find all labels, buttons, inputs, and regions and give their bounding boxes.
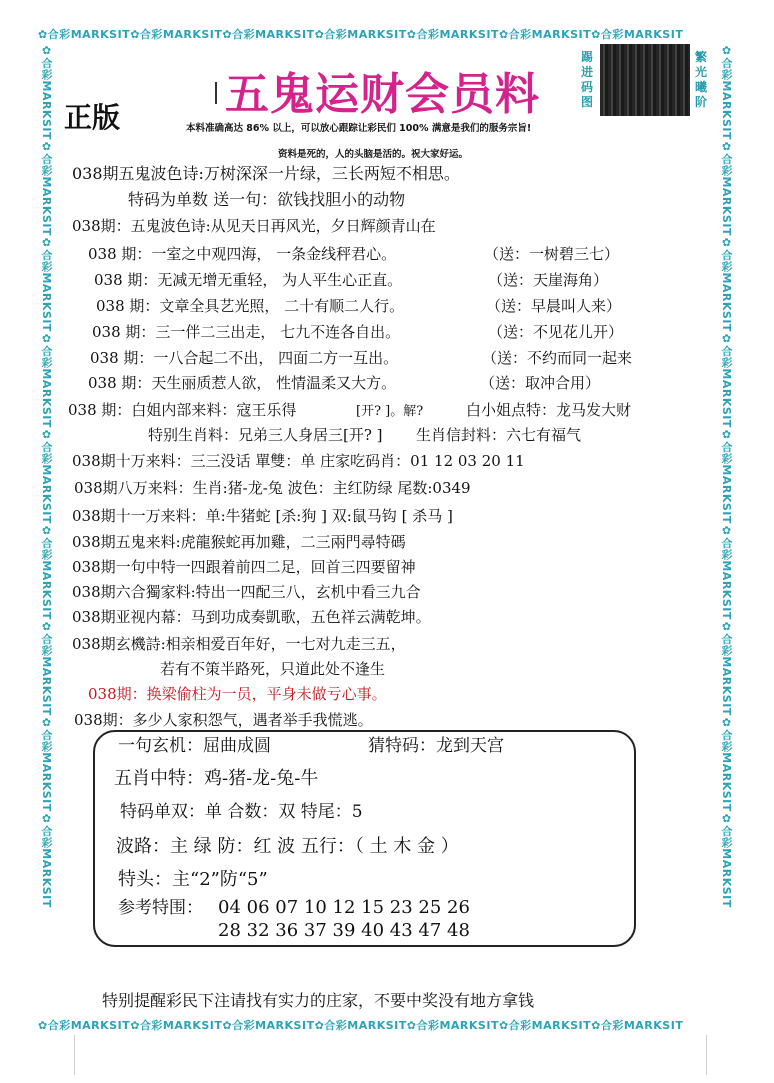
watermark-bottom: ✿合彩MARKSIT✿合彩MARKSIT✿合彩MARKSIT✿合彩MARKSIT✿合彩MARKSIT✿合彩MARKSIT✿合彩MARKSIT [38,1019,684,1032]
line-mystic-poem-2: 若有不策半路死，只道此处不逢生 [160,660,386,678]
box-guess: 猜特码：龙到天宫 [368,736,504,756]
box-five-zodiac: 五肖中特：鸡-猪-龙-兔-牛 [114,768,319,789]
title-bar [215,82,217,104]
line-verse-4: 038 期：三一伴二三出走， 七九不连各自出。 [92,323,401,341]
box-ref-row-2: 28 32 36 37 39 40 43 47 48 [218,920,470,941]
qr-right-label: 繁光曦阶 [694,50,707,109]
box-head: 特头：主“2”防“5” [118,869,268,890]
line-white-sister-open: [开? ]。解? [356,404,424,419]
watermark-top: ✿合彩MARKSIT✿合彩MARKSIT✿合彩MARKSIT✿合彩MARKSIT✿合彩MARKSIT✿合彩MARKSIT✿合彩MARKSIT [38,28,684,41]
qr-left-label: 踢进码图 [580,50,593,109]
line-envelope-zodiac: 生肖信封料：六七有福气 [416,426,582,444]
line-special-zodiac: 特别生肖料：兄弟三人身居三[开? ] [148,426,383,444]
line-verse-5: 038 期：一八合起二不出， 四面二方一互出。 [90,349,399,367]
line-100k: 038期十万来料：三三没话 單雙：单 庄家吃码肖：01 12 03 20 11 [72,452,525,470]
line-one-sentence: 038期一句中特一四跟着前四二足，回首三四要留神 [72,558,416,576]
box-odd-even: 特码单双：单 合数：双 特尾：5 [120,802,363,822]
box-riddle: 一句玄机：屈曲成圆 [118,736,271,756]
watermark-right: ✿合彩MARKSIT✿合彩MARKSIT✿合彩MARKSIT✿合彩MARKSIT✿合彩MARKSIT✿合彩MARKSIT✿合彩MARKSIT✿合彩MARKSIT✿合彩MARKSIT [720,44,733,908]
frame-line-right [706,1035,707,1075]
box-ref-label: 参考特围： [118,898,203,918]
edition-label: 正版 [64,101,121,134]
line-verse-5-gift: （送：不约而同一起来 [482,349,633,367]
page-title: 五鬼运财会员料 [225,69,540,120]
line-verse-3-gift: （送：早晨叫人来） [486,297,622,315]
box-waves: 波路：主 绿 防：红 波 五行：（ 土 木 金 ） [116,836,459,857]
line-110k: 038期十一万来料：单:牛猪蛇 [杀:狗 ] 双:鼠马钩 [ 杀马 ] [72,507,453,525]
line-last-verse: 038期：多少人家积怨气，遇者举手我慌逃。 [74,711,373,729]
box-ref-row-1: 04 06 07 10 12 15 23 25 26 [218,897,470,918]
qr-block [578,44,710,120]
line-wave-poem-2: 038期：五鬼波色诗:从见天日再风光，夕日辉颜青山在 [72,217,436,235]
watermark-left: ✿合彩MARKSIT✿合彩MARKSIT✿合彩MARKSIT✿合彩MARKSIT✿合彩MARKSIT✿合彩MARKSIT✿合彩MARKSIT✿合彩MARKSIT✿合彩MARKSIT [40,44,53,908]
line-red-verse: 038期：换梁偷柱为一员，平身未做亏心事。 [88,685,387,703]
line-verse-1-gift: （送：一树碧三七） [484,245,620,263]
line-verse-4-gift: （送：不见花儿开） [488,323,624,341]
line-verse-6-gift: （送：取冲合用） [480,374,601,392]
line-verse-3: 038 期：文章全具艺光照， 二十有顺二人行。 [96,297,405,315]
frame-line-left [74,1035,75,1075]
line-white-sister-tip: 白小姐点特：龙马发大财 [466,401,632,419]
line-odd-hint: 特码为单数 送一句：欲钱找胆小的动物 [128,190,406,209]
qr-code-icon [600,44,690,116]
line-verse-6: 038 期：天生丽质惹人欲， 性情温柔又大方。 [88,374,397,392]
line-verse-2: 038 期：无减无增无重轻， 为人平生心正直。 [94,271,403,289]
line-verse-2-gift: （送：天崖海角） [488,271,609,289]
line-verse-1: 038 期：一室之中观四海， 一条金线秤君心。 [88,245,397,263]
line-exclusive: 038期六合獨家料:特出一四配三八，玄机中看三九合 [72,583,421,601]
slogan-accuracy: 本料准确高达 86% 以上，可以放心跟踪让彩民们 100% 满意是我们的服务宗旨! [186,123,532,134]
line-mystic-poem: 038期玄機詩:相亲相爱百年好，一七对九走三五， [72,635,406,653]
footer-notice: 特别提醒彩民下注请找有实力的庄家，不要中奖没有地方拿钱 [102,991,535,1010]
line-wave-poem: 038期五鬼波色诗:万树深深一片绿，三长两短不相思。 [72,164,460,183]
line-five-ghost: 038期五鬼来料:虎龍猴蛇再加雞，二三兩門尋特碼 [72,533,406,551]
slogan-luck: 资料是死的，人的头脑是活的。祝大家好运。 [278,149,469,160]
line-80k: 038期八万来料：生肖:猪-龙-兔 波色：主红防绿 尾数:0349 [74,479,471,497]
line-atv: 038期亚视内幕：马到功成奏凱歌，五色祥云满乾坤。 [72,608,431,626]
line-white-sister: 038 期：白姐内部来料：寇王乐得 [68,401,297,419]
